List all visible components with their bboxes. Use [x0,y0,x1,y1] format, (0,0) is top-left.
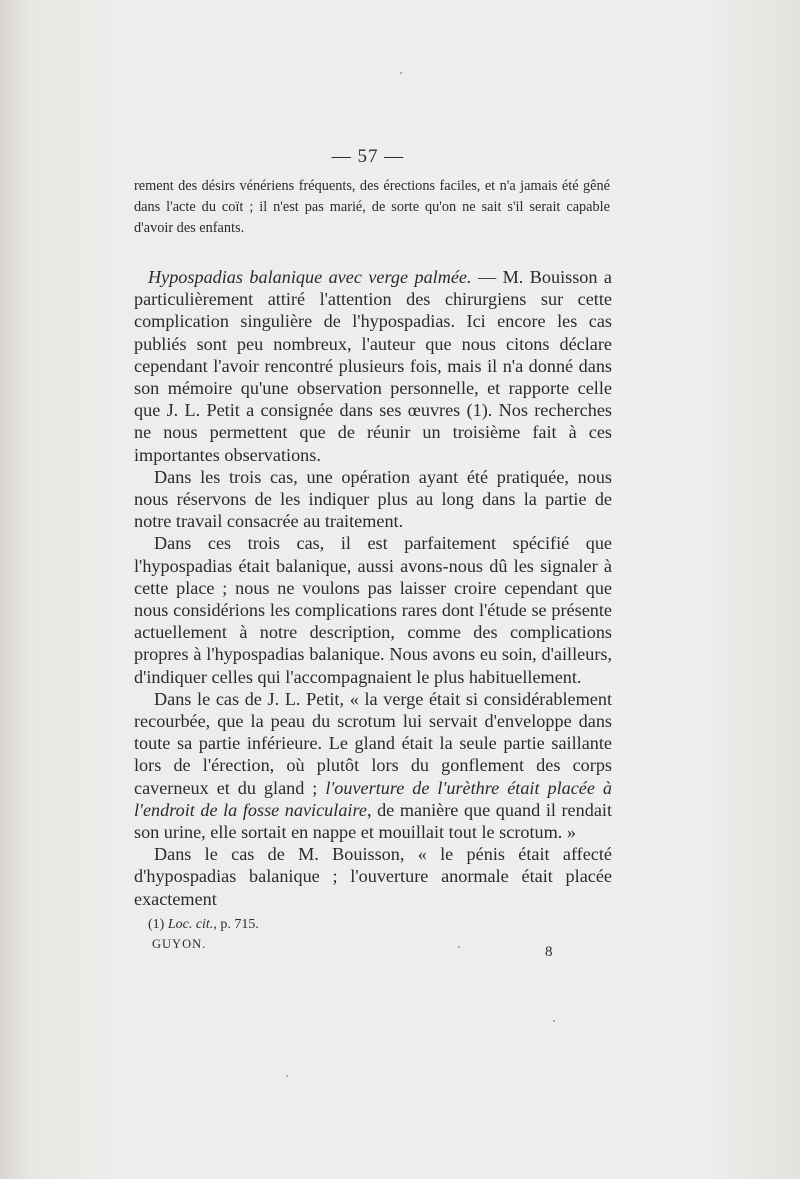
paragraph-operation: Dans les trois cas, une opération ayant été pratiquée, nous nous réservons de les indiquer plus au long dans la partie de notre travail consacrée au traitement. [134,466,612,532]
continued-paragraph [134,176,610,239]
footnote-ref: Loc. cit. [167,917,214,932]
paragraph-bouisson: Dans le cas de M. Bouisson, « le pénis était affecté d'hypospadias balanique ; l'ouverture anormale était placée exactement [134,844,612,909]
footnote-page: , p. 715. [213,917,259,932]
main-text [134,266,612,910]
page-number: — 57 — [331,146,405,167]
sheet-number: 8 [545,944,553,960]
footnote [148,916,259,934]
author-signature: GUYON. [152,937,207,951]
paragraph-petit [134,688,612,843]
petit-text-2: , de manière que quand il rendait son urine, elle sortait en nappe et mouillait tout le scrotum. » [134,799,612,843]
paper-speck [286,1075,288,1077]
paper-speck [553,1020,555,1022]
paper-speck [458,946,460,948]
footnote-marker: (1) [148,917,165,932]
paragraph-balanique: Dans ces trois cas, il est parfaitement spécifié que l'hypospadias était balanique, aussi avons-nous dû les signaler à cette place ; nous ne voulons pas laisser croire cependant que nous considérions les complications rares dont l'étude se présente actuellement à notre description, comme des complications propres à l'hypospadias balanique. Nous avons eu soin, d'ailleurs, d'indiquer celles qui l'accompagnaient le plus habituellement. [134,533,612,687]
section-paragraph [134,266,612,466]
petit-text-1: Dans le cas de J. L. Petit, « la verge était si considérablement recourbée, que la peau du scrotum lui servait d'enveloppe dans toute sa partie inférieure. Le gland était la seule partie saillante lors de l'érection, où plutôt lors du gonflement des corps caverneux et du gland ; [134,688,612,798]
section-text: — M. Bouisson a particulièrement attiré l'attention des chirurgiens sur cette complication singulière de l'hypospadias. Ici encore les cas publiés sont peu nombreux, l'auteur que nous citons déclare cependant l'avoir rencontré plusieurs fois, mais il n'a donné dans son mémoire qu'une observation personnelle, et rapporte celle que J. L. Petit a consignée dans ses œuvres (1). Nos recherches ne nous permettent que de réunir un troisième fait à ces importantes observations. [134,267,612,465]
paper-speck [400,72,402,74]
section-heading: Hypospadias balanique avec verge palmée. [148,267,472,287]
petit-italic: l'ouverture de l'urèthre était placée à l'endroit de la fosse naviculaire [134,777,613,820]
continued-text: rement des désirs vénériens fréquents, des érections faciles, et n'a jamais été gêné dans l'acte du coït ; il n'est pas marié, de sorte qu'on ne sait s'il serait capable d'avoir des enfants. [134,178,610,236]
